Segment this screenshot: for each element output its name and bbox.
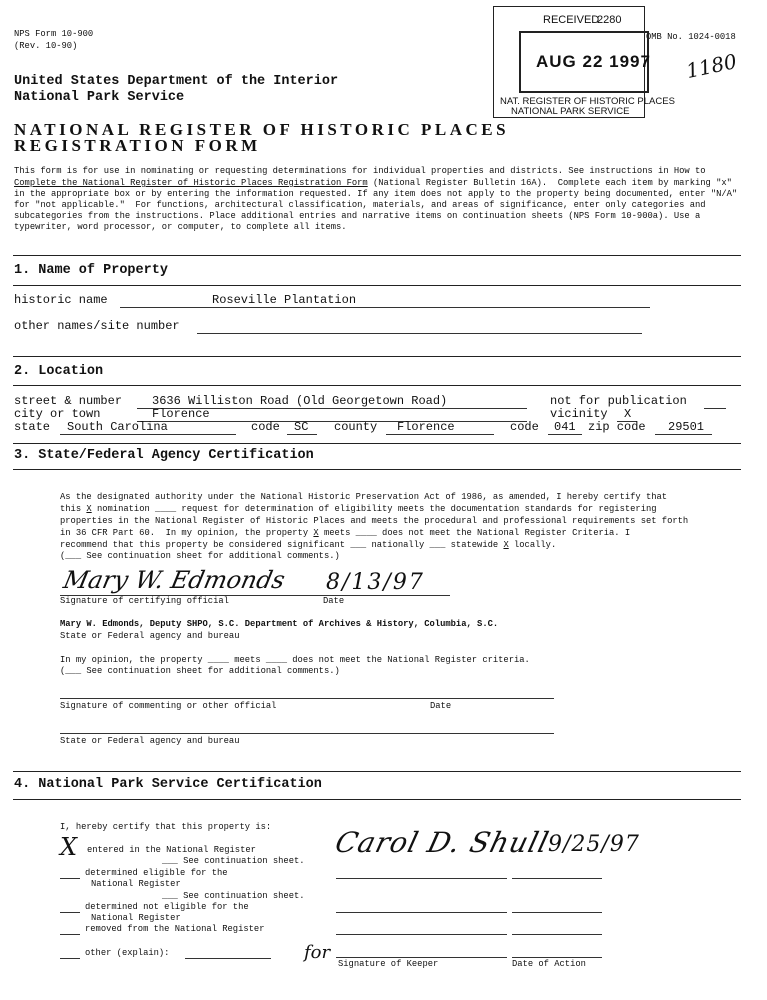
nps-cert-intro: I, hereby certify that this property is: [60, 822, 272, 832]
other-check[interactable] [60, 958, 80, 959]
det-not-eligible-check[interactable] [60, 912, 80, 913]
det-eligible-check[interactable] [60, 878, 80, 879]
commenting-signature-label: Signature of commenting or other official [60, 701, 277, 711]
instructions-link: Complete the National Register of Historic Places Registration Form [14, 178, 368, 188]
instructions-line-2-rest: (National Register Bulletin 16A). Complete each item by marking "x" [367, 178, 732, 188]
cert-para-line-3: properties in the National Register of Historic Places and meets the procedural and professional requirements set forth [60, 516, 689, 526]
stamp-line-1: NAT. REGISTER OF HISTORIC PLACES [500, 96, 675, 107]
det-eligible-label: determined eligible for the [85, 868, 228, 878]
keeper-line-1 [336, 878, 507, 879]
instructions-line-1: This form is for use in nominating or requesting determinations for individual properties and districts. See instructions in How to [14, 166, 706, 176]
certifying-date-label: Date [323, 596, 345, 606]
historic-name-label: historic name [14, 293, 108, 307]
certifying-signature-label: Signature of certifying official [60, 596, 229, 606]
keeper-signature: Carol D. Shull [331, 826, 553, 859]
zip-underline [655, 434, 712, 435]
cert-text: meets ____ does not meet the National Register Criteria. I [318, 528, 631, 538]
section-divider [13, 771, 741, 772]
section-divider [13, 356, 741, 357]
form-title: NATIONAL REGISTER OF HISTORIC PLACES [14, 120, 510, 139]
date-of-action-label: Date of Action [512, 959, 586, 969]
section-divider [13, 799, 741, 800]
meets-check[interactable]: X [313, 528, 319, 538]
keeper-line-3 [336, 934, 507, 935]
removed-label: removed from the National Register [85, 924, 265, 934]
certifying-official-name: Mary W. Edmonds, Deputy SHPO, S.C. Department of Archives & History, Columbia, S.C. [60, 619, 499, 629]
opinion-line-1: In my opinion, the property ____ meets ____ does not meet the National Register criteria. [60, 655, 530, 665]
instructions-line-4: for "not applicable." For functions, architectural classification, materials, and areas of significance, enter only categories and [14, 200, 706, 210]
city-value[interactable]: Florence [152, 407, 210, 421]
section-2-heading: 2. Location [14, 364, 104, 379]
state-code-underline [287, 434, 317, 435]
form-subtitle: REGISTRATION FORM [14, 136, 261, 155]
vicinity-label: vicinity [550, 407, 608, 421]
instructions-line-3: in the appropriate box or by entering the information requested. If any item does not apply to the property being documented, enter "N/A" [14, 189, 738, 199]
other-names-label: other names/site number [14, 319, 180, 333]
see-continuation-1[interactable]: ___ See continuation sheet. [162, 856, 305, 866]
stamp-line-2: NATIONAL PARK SERVICE [511, 106, 630, 117]
section-divider [13, 255, 741, 256]
cert-text: recommend that this property be considered significant ___ nationally ___ statewide [60, 540, 504, 550]
for-handwritten: for [304, 942, 331, 963]
department-name: United States Department of the Interior [14, 74, 339, 89]
other-names-underline [197, 333, 642, 334]
det-eligible-label-2: National Register [91, 879, 181, 889]
historic-name-underline [120, 307, 650, 308]
nomination-check[interactable]: X [86, 504, 92, 514]
section-divider [13, 469, 741, 470]
cert-text: in 36 CFR Part 60. In my opinion, the property [60, 528, 314, 538]
agency-name: National Park Service [14, 90, 185, 105]
keeper-date-line-3 [512, 934, 602, 935]
state-value[interactable]: South Carolina [67, 420, 168, 434]
section-divider [13, 285, 741, 286]
keeper-action-date: 9/25/97 [548, 832, 640, 857]
see-continuation-2[interactable]: ___ See continuation sheet. [162, 891, 305, 901]
section-1-heading: 1. Name of Property [14, 263, 168, 278]
agency-bureau-label-2: State or Federal agency and bureau [60, 736, 240, 746]
stamp-date: AUG 22 1997 [536, 52, 651, 71]
city-label: city or town [14, 407, 101, 421]
cert-para-line-4 [60, 528, 630, 538]
county-underline [386, 434, 494, 435]
locally-check[interactable]: X [503, 540, 509, 550]
det-not-eligible-label-2: National Register [91, 913, 181, 923]
entered-check-mark[interactable]: X [60, 833, 78, 861]
handwritten-number: 1180 [684, 48, 739, 84]
keeper-date-line-2 [512, 912, 602, 913]
not-for-publication-label: not for publication [550, 394, 687, 408]
removed-check[interactable] [60, 934, 80, 935]
commenting-date-label: Date [430, 701, 452, 711]
cert-text: this [60, 504, 87, 514]
cert-para-line-2 [60, 504, 657, 514]
cert-text: locally. [508, 540, 557, 550]
entered-label: entered in the National Register [87, 845, 256, 855]
agency-bureau-label: State or Federal agency and bureau [60, 631, 240, 641]
other-explain-label: other (explain): [85, 948, 170, 958]
street-value[interactable]: 3636 Williston Road (Old Georgetown Road) [152, 394, 448, 408]
other-explain-underline [185, 958, 271, 959]
keeper-date-line-4 [512, 957, 602, 958]
county-code-value[interactable]: 041 [554, 420, 576, 434]
det-not-eligible-label: determined not eligible for the [85, 902, 249, 912]
cert-para-line-1: As the designated authority under the National Historic Preservation Act of 1986, as amended, I hereby certify that [60, 492, 668, 502]
county-code-label: code [510, 420, 539, 434]
state-code-label: code [251, 420, 280, 434]
form-number: NPS Form 10-900 [14, 29, 94, 39]
section-3-heading: 3. State/Federal Agency Certification [14, 448, 314, 463]
county-code-underline [548, 434, 582, 435]
county-value[interactable]: Florence [397, 420, 455, 434]
keeper-line-2 [336, 912, 507, 913]
county-label: county [334, 420, 378, 434]
state-underline [60, 434, 236, 435]
instructions-line-6: typewriter, word processor, or computer, to complete all items. [14, 222, 347, 232]
cert-para-line-5 [60, 540, 556, 550]
keeper-date-line-1 [512, 878, 602, 879]
vicinity-value[interactable]: X [624, 407, 632, 421]
street-label: street & number [14, 394, 123, 408]
bureau2-underline [60, 733, 554, 734]
stamp-received: RECEIVED [543, 14, 600, 26]
state-label: state [14, 420, 51, 434]
nfp-underline [704, 408, 726, 409]
state-code-value[interactable]: SC [294, 420, 309, 434]
zip-value[interactable]: 29501 [668, 420, 705, 434]
city-underline [137, 421, 527, 422]
cert-text: nomination ____ request for determination of eligibility meets the documentation standards for registering [91, 504, 657, 514]
keeper-line-4 [336, 957, 507, 958]
omb-number: OMB No. 1024-0018 [646, 32, 736, 42]
instructions-line-5: subcategories from the instructions. Place additional entries and narrative items on continuation sheets (NPS Form 10-900a). Use a [14, 211, 701, 221]
certifying-signature: Mary W. Edmonds [61, 566, 288, 594]
cert-para-line-6: (___ See continuation sheet for additional comments.) [60, 551, 340, 561]
section-divider [13, 443, 741, 444]
section-divider [13, 385, 741, 386]
opinion-line-2: (___ See continuation sheet for additional comments.) [60, 666, 340, 676]
historic-name-value[interactable]: Roseville Plantation [212, 293, 357, 307]
instructions-line-2 [14, 178, 732, 188]
keeper-signature-label: Signature of Keeper [338, 959, 439, 969]
section-4-heading: 4. National Park Service Certification [14, 777, 322, 792]
commenting-underline [60, 698, 554, 699]
form-revision: (Rev. 10-90) [14, 41, 78, 51]
stamp-number: 2280 [597, 14, 622, 26]
certifying-date: 8/13/97 [326, 570, 425, 595]
zip-label: zip code [588, 420, 646, 434]
